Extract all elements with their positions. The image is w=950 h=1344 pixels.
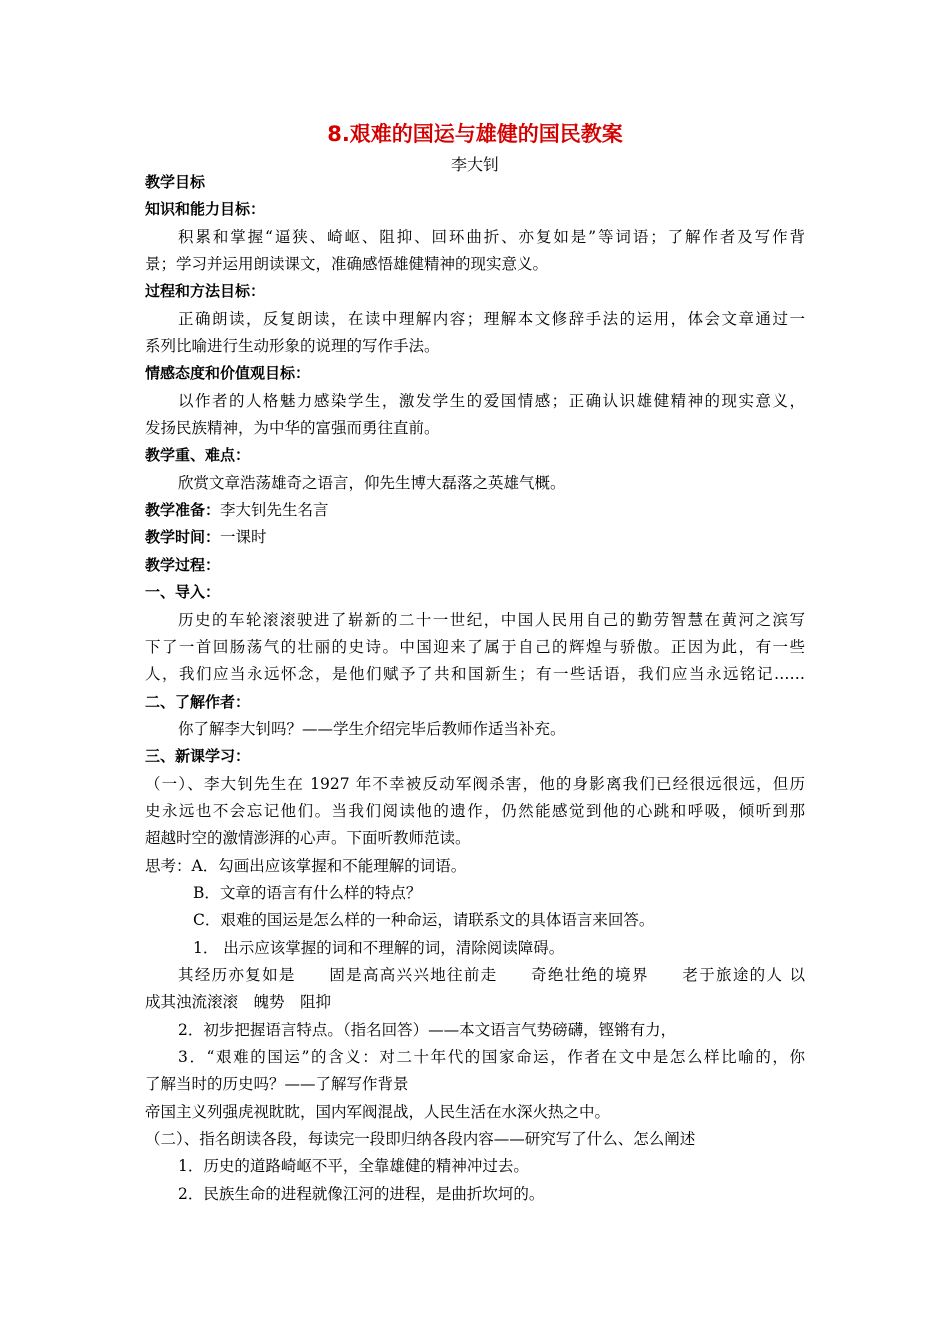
heading-about-author: 二、了解作者：: [145, 693, 251, 711]
heading-new-lesson: 三、新课学习：: [145, 747, 251, 765]
paragraph-line: 下了一首回肠荡气的壮丽的史诗。中国迎来了属于自己的辉煌与骄傲。正因为此，有一些: [145, 638, 805, 656]
paragraph-line: 你了解李大钊吗？——学生介绍完毕后教师作适当补充。: [178, 720, 566, 738]
teaching-prep-line: [145, 498, 329, 522]
heading-key-points: 教学重、难点：: [145, 446, 251, 464]
paragraph-line: （一）、李大钊先生在 1927 年不幸被反动军阀杀害，他的身影离我们已经很远很远，但历: [145, 775, 805, 793]
paragraph-line: 了解当时的历史吗？——了解写作背景: [145, 1075, 409, 1093]
paragraph-line: 发扬民族精神，为中华的富强而勇往直前。: [145, 419, 440, 437]
paragraph-line: 超越时空的激情澎湃的心声。下面听教师范读。: [145, 829, 471, 847]
teaching-time-line: [145, 525, 267, 549]
question-c: C．艰难的国运是怎么样的一种命运，请联系文的具体语言来回答。: [193, 911, 655, 929]
document-title: 8.艰难的国运与雄健的国民教案: [327, 122, 623, 146]
heading-introduction: 一、导入：: [145, 583, 221, 601]
heading-teaching-time: 教学时间：: [145, 528, 221, 546]
paragraph-line: 正确朗读，反复朗读，在读中理解内容；理解本文修辞手法的运用，体会文章通过一: [178, 310, 805, 328]
summary-point-2: 2．民族生命的进程就像江河的进程，是曲折坎坷的。: [178, 1185, 545, 1203]
step-1: 1． 出示应该掌握的词和不理解的词，清除阅读障碍。: [193, 939, 565, 957]
paragraph-line: 景；学习并运用朗读课文，准确感悟雄健精神的现实意义。: [145, 255, 549, 273]
paragraph-line: 系列比喻进行生动形象的说理的写作手法。: [145, 337, 440, 355]
heading-teaching-prep: 教学准备：: [145, 501, 221, 519]
vocabulary-line: 其经历亦复如是 固是高高兴兴地往前走 奇绝壮绝的境界 老于旅途的人 以: [178, 966, 805, 984]
heading-emotion-goals: 情感态度和价值观目标：: [145, 364, 311, 382]
paragraph-line: 积累和掌握“逼狭、崎岖、阻抑、回环曲折、亦复如是”等词语；了解作者及写作背: [178, 228, 805, 246]
paragraph-line: 史永远也不会忘记他们。当我们阅读他的遗作，仍然能感觉到他的心跳和呼吸，倾听到那: [145, 802, 805, 820]
paragraph-line: 人，我们应当永远怀念，是他们赋予了共和国新生；有一些话语，我们应当永远铭记……: [145, 665, 805, 683]
paragraph-line: 帝国主义列强虎视眈眈，国内军阀混战，人民生活在水深火热之中。: [145, 1103, 611, 1121]
heading-knowledge-goals: 知识和能力目标：: [145, 200, 266, 218]
question-a: 思考：A．勾画出应该掌握和不能理解的词语。: [145, 857, 467, 875]
teaching-time-value: 一课时: [220, 528, 267, 546]
question-b: B．文章的语言有什么样的特点？: [193, 884, 422, 902]
summary-point-1: 1．历史的道路崎岖不平，全靠雄健的精神冲过去。: [178, 1157, 529, 1175]
teaching-prep-value: 李大钊先生名言: [220, 501, 329, 519]
step-2: 2．初步把握语言特点。（指名回答）——本文语言气势磅礴，铿锵有力，: [178, 1021, 677, 1039]
paragraph-line: 历史的车轮滚滚驶进了崭新的二十一世纪，中国人民用自己的勤劳智慧在黄河之滨写: [178, 611, 805, 629]
paragraph-line: （二）、指名朗读各段，每读完一段即归纳各段内容——研究写了什么、怎么阐述: [145, 1130, 696, 1148]
paragraph-line: 欣赏文章浩荡雄奇之语言，仰先生博大磊落之英雄气概。: [178, 474, 566, 492]
heading-teaching-process: 教学过程：: [145, 556, 221, 574]
heading-teaching-goals: 教学目标: [145, 173, 206, 191]
vocabulary-line: 成其浊流滚滚 魄势 阻抑: [145, 993, 332, 1011]
step-3: 3．“艰难的国运”的含义：对二十年代的国家命运，作者在文中是怎么样比喻的，你: [178, 1048, 805, 1066]
heading-process-goals: 过程和方法目标：: [145, 282, 266, 300]
paragraph-line: 以作者的人格魅力感染学生，激发学生的爱国情感；正确认识雄健精神的现实意义，: [178, 392, 805, 410]
author-name: 李大钊: [450, 155, 499, 174]
